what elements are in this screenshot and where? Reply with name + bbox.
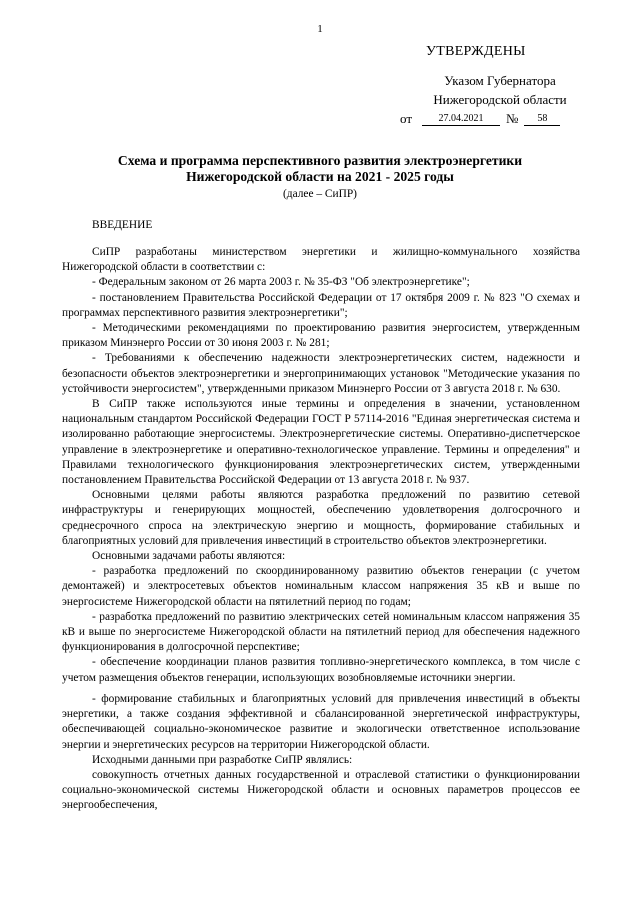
page-number: 1: [317, 23, 323, 35]
number-label: №: [506, 111, 519, 126]
paragraph: - Методическими рекомендациями по проектированию развития энергосистем, утвержденным приказом Минэнерго России от 30 июня 2003 г. № 281;: [62, 322, 580, 350]
paragraph: Исходными данными при разработке СиПР являлись:: [92, 753, 353, 766]
paragraph: Основными целями работы являются разработка предложений по развитию сетевой инфраструктуры и генерирующих мощностей, обеспечению удовлетворения долгосрочного и среднесрочного спроса на электрическую энергию и мощность, формирование стабильных и благоприятных условий для привлечения инвестиций в строительство объектов электроэнергетики.: [62, 489, 580, 547]
document-subtitle: (далее – СиПР): [283, 188, 357, 200]
paragraph: - обеспечение координации планов развития топливно-энергетического комплекса, в том числе с учетом размещения объектов генерации, использующих возобновляемые источники энергии.: [62, 656, 580, 684]
approval-line-1: Указом Губернатора: [444, 73, 556, 88]
document-title: [60, 153, 580, 185]
document-title-line-2: Нижегородской области на 2021 - 2025 годы: [186, 169, 454, 184]
document-body: [62, 245, 580, 814]
approval-date-number: [400, 109, 600, 128]
paragraph: совокупность отчетных данных государственной и отраслевой статистики о функционировании социально-экономической системы Нижегородской области и основных параметров процессов ее энергообеспечения,: [62, 768, 580, 812]
paragraph: - формирование стабильных и благоприятных условий для привлечения инвестиций в объекты энергетики, а также создания эффективной и сбалансированной энергетической инфраструктуры, обеспечивающей социально-экономическое развитие и экологически ответственное использование энергии и энергетических ресурсов на территории Нижегородской области.: [62, 692, 580, 751]
paragraph: Основными задачами работы являются:: [92, 550, 286, 563]
approval-date: 27.04.2021: [422, 112, 500, 126]
paragraph: - Требованиями к обеспечению надежности электроэнергетических систем, надежности и безопасности объектов электроэнергетики и энергопринимающих установок "Методические указания по устойчивости энергосистем", утвержденными приказом Минэнерго России от 3 августа 2018 г. № 630.: [62, 352, 580, 395]
paragraph: - разработка предложений по развитию электрических сетей номинальным классом напряжения 35 кВ и выше по энергосистеме Нижегородской области на пятилетний период для обеспечения надежного функционирования в долгосрочной перспективе;: [62, 610, 580, 654]
paragraph: В СиПР также используются иные термины и определения в значении, установленном национальным стандартом Российской Федерации ГОСТ Р 57114-2016 "Единая энергетическая система и изолированно работающие энергосистемы. Электроэнергетические системы. Оперативно-диспетчерское управление в электроэнергетике и оперативно-технологическое управление. Термины и определения" и Правилами технологического функционирования электроэнергетических систем, утвержденными постановлением Правительства Российской Федерации от 13 августа 2018 г. № 937.: [62, 398, 580, 487]
paragraph: - разработка предложений по скоординированному развитию объектов генерации (с учетом демонтажей) и электросетевых объектов номинальным классом напряжения 35 кВ и выше по энергосистеме Нижегородской области на пятилетний период по годам;: [62, 565, 580, 608]
approval-block: [400, 42, 600, 128]
paragraph: - Федеральным законом от 26 марта 2003 г. № 35-ФЗ "Об электроэнергетике";: [92, 276, 470, 289]
paragraph: - постановлением Правительства Российской Федерации от 17 октября 2009 г. № 823 "О схемах и программах перспективного развития электроэнергетики";: [62, 291, 580, 319]
document-title-line-1: Схема и программа перспективного развития электроэнергетики: [117, 153, 523, 168]
section-heading: ВВЕДЕНИЕ: [92, 219, 153, 231]
approval-number: 58: [524, 112, 560, 126]
approval-title: УТВЕРЖДЕНЫ: [426, 44, 526, 59]
from-label: от: [400, 111, 413, 126]
approval-line-2: Нижегородской области: [433, 92, 567, 107]
paragraph: СиПР разработаны министерством энергетики и жилищно-коммунального хозяйства Нижегородской области в соответствии с:: [62, 246, 580, 274]
